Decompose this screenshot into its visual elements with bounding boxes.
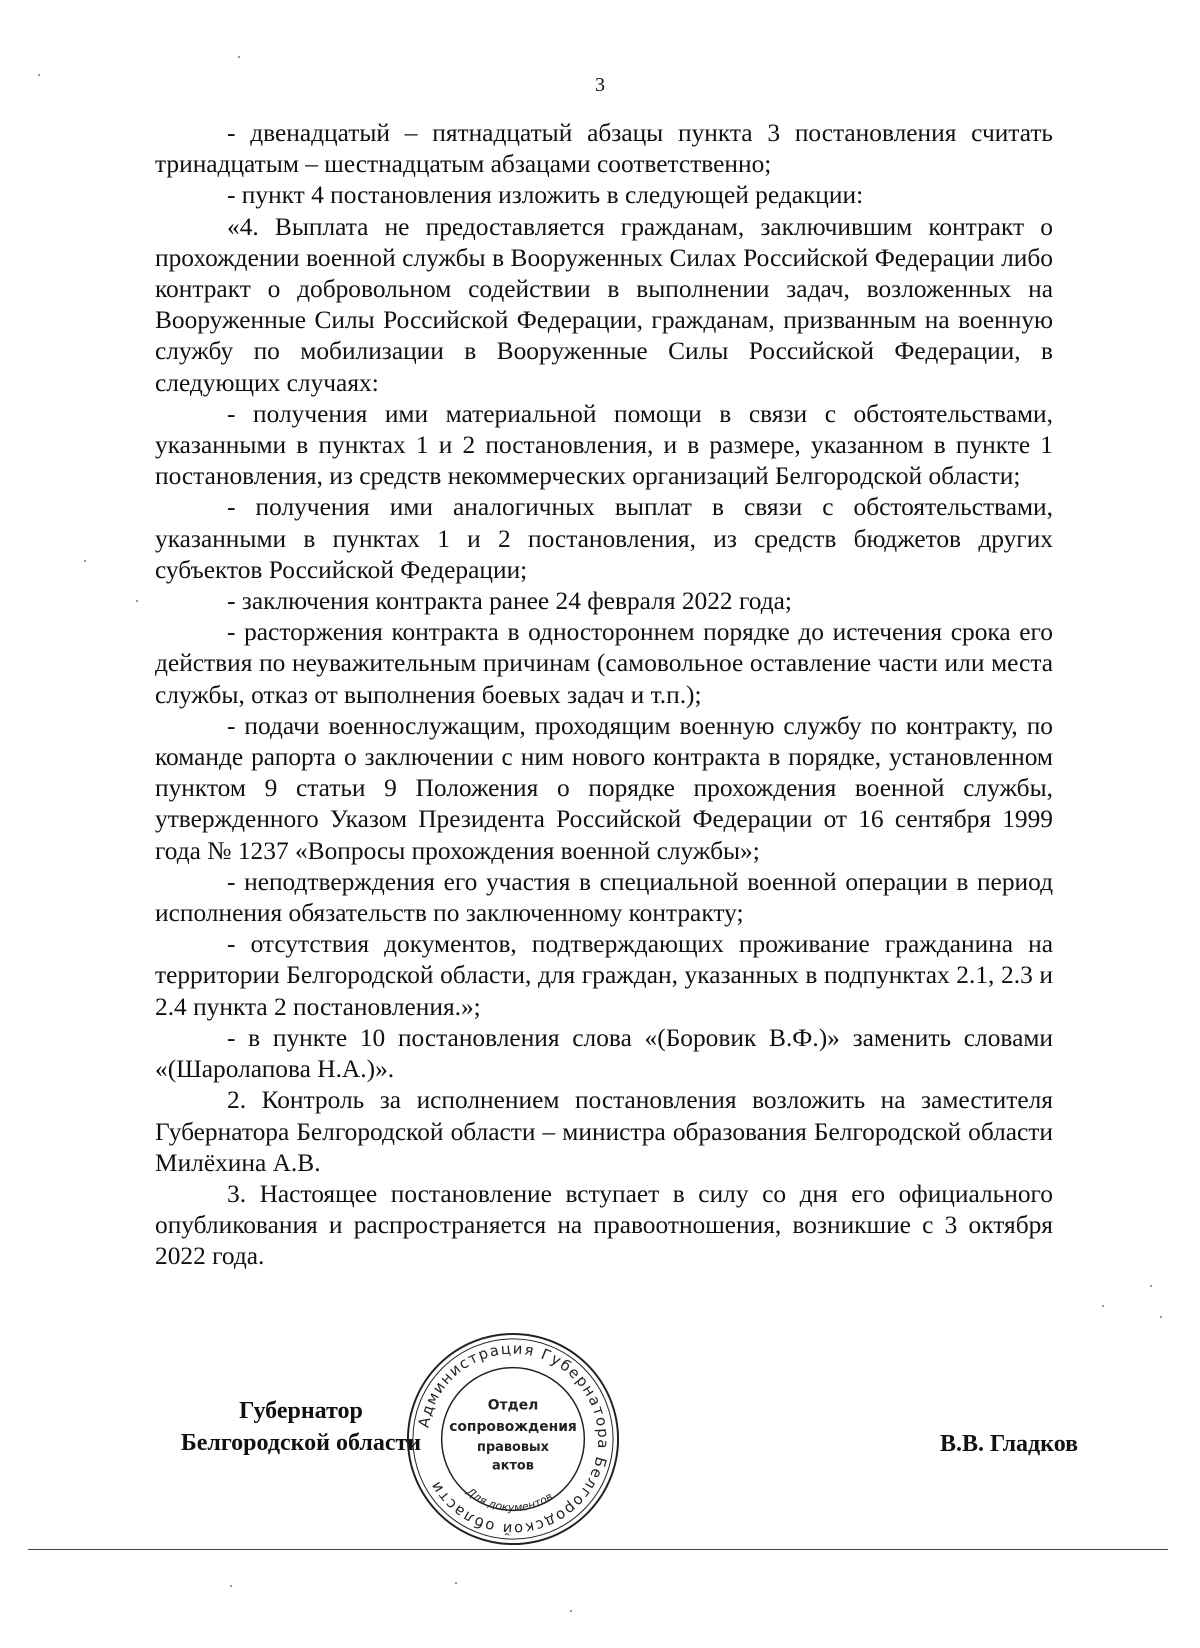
page-number: 3 — [595, 74, 605, 96]
scan-speck — [230, 1585, 232, 1587]
paragraph: - получения ими аналогичных выплат в связи с обстоятельствами, указанными в пунктах 1 и 2 постановления, из средств бюджетов других субъектов Российской Федерации; — [155, 493, 1053, 584]
paragraph: - получения ими материальной помощи в связи с обстоятельствами, указанными в пунктах 1 и 2 постановления, и в размере, указанном в пункте 1 постановления, из средств некоммерческих организаций Белгородской области; — [155, 399, 1053, 491]
official-stamp — [404, 1330, 622, 1548]
paragraph: - подачи военнослужащим, проходящим военную службу по контракту, по команде рапорта о заключении с ним нового контракта в порядке, установленном пунктом 9 статьи 9 Положения о порядке прохождения военной службы, утвержденного Указом Президента Российской Федерации от 16 сентября 1999 года № 1237 «Вопросы прохождения военной службы»; — [155, 711, 1053, 865]
stamp-ring-text: Администрация Губернатора Белгородской области — [414, 1339, 613, 1539]
signatory-title-line2: Белгородской области — [180, 1430, 422, 1456]
signatory-title — [176, 1395, 426, 1459]
scan-speck — [84, 560, 86, 562]
bottom-rule — [28, 1549, 1168, 1550]
scan-speck — [1160, 1316, 1162, 1318]
scan-speck — [455, 1582, 457, 1584]
paragraph: - заключения контракта ранее 24 февраля 2022 года; — [227, 587, 792, 616]
scan-speck — [570, 1610, 572, 1612]
scan-speck — [1102, 1305, 1104, 1307]
paragraph: 2. Контроль за исполнением постановления возложить на заместителя Губернатора Белгородской области – министра образования Белгородской области Милёхина А.В. — [155, 1086, 1053, 1177]
paragraph: - пункт 4 постановления изложить в следующей редакции: — [227, 181, 864, 210]
paragraph: - двенадцатый – пятнадцатый абзацы пункта 3 постановления считать тринадцатым – шестнадцатым абзацами соответственно; — [155, 119, 1053, 179]
signatory-title-line1: Губернатор — [239, 1398, 363, 1424]
paragraph: - расторжения контракта в одностороннем порядке до истечения срока его действия по неуважительным причинам (самовольное оставление части или места службы, отказ от выполнения боевых задач и т.п.); — [155, 618, 1053, 709]
stamp-line2: сопровождения — [449, 1419, 577, 1436]
paragraph: - отсутствия документов, подтверждающих проживание гражданина на территории Белгородской области, для граждан, указанных в подпунктах 2.1, 2.3 и 2.4 пункта 2 постановления.»; — [155, 930, 1053, 1021]
stamp-line1: Отдел — [487, 1397, 539, 1414]
scan-speck — [136, 600, 138, 602]
stamp-line4: актов — [492, 1458, 534, 1474]
paragraph: 3. Настоящее постановление вступает в силу со дня его официального опубликования и распространяется на правоотношения, возникшие с 3 октября 2022 года. — [155, 1179, 1053, 1271]
document-body — [155, 118, 1053, 1273]
paragraph: - неподтверждения его участия в специальной военной операции в период исполнения обязательств по заключенному контракту; — [155, 867, 1053, 928]
paragraph: - в пункте 10 постановления слова «(Боровик В.Ф.)» заменить словами «(Шаролапова Н.А.)». — [155, 1023, 1053, 1084]
signatory-name: В.В. Гладков — [940, 1431, 1079, 1457]
paragraph: «4. Выплата не предоставляется гражданам, заключившим контракт о прохождении военной службы в Вооруженных Силах Российской Федерации либо контракт о добровольном содействии в выполнении задач, возложенных на Вооруженные Силы Российской Федерации, гражданам, призванным на военную службу по мобилизации в Вооруженные Силы Российской Федерации, в следующих случаях: — [155, 212, 1053, 397]
scan-speck — [238, 56, 240, 58]
scan-speck — [1150, 1285, 1152, 1287]
stamp-bottom-text: Для документов — [464, 1485, 556, 1515]
stamp-line3: правовых — [477, 1439, 549, 1455]
scan-speck — [38, 74, 40, 76]
